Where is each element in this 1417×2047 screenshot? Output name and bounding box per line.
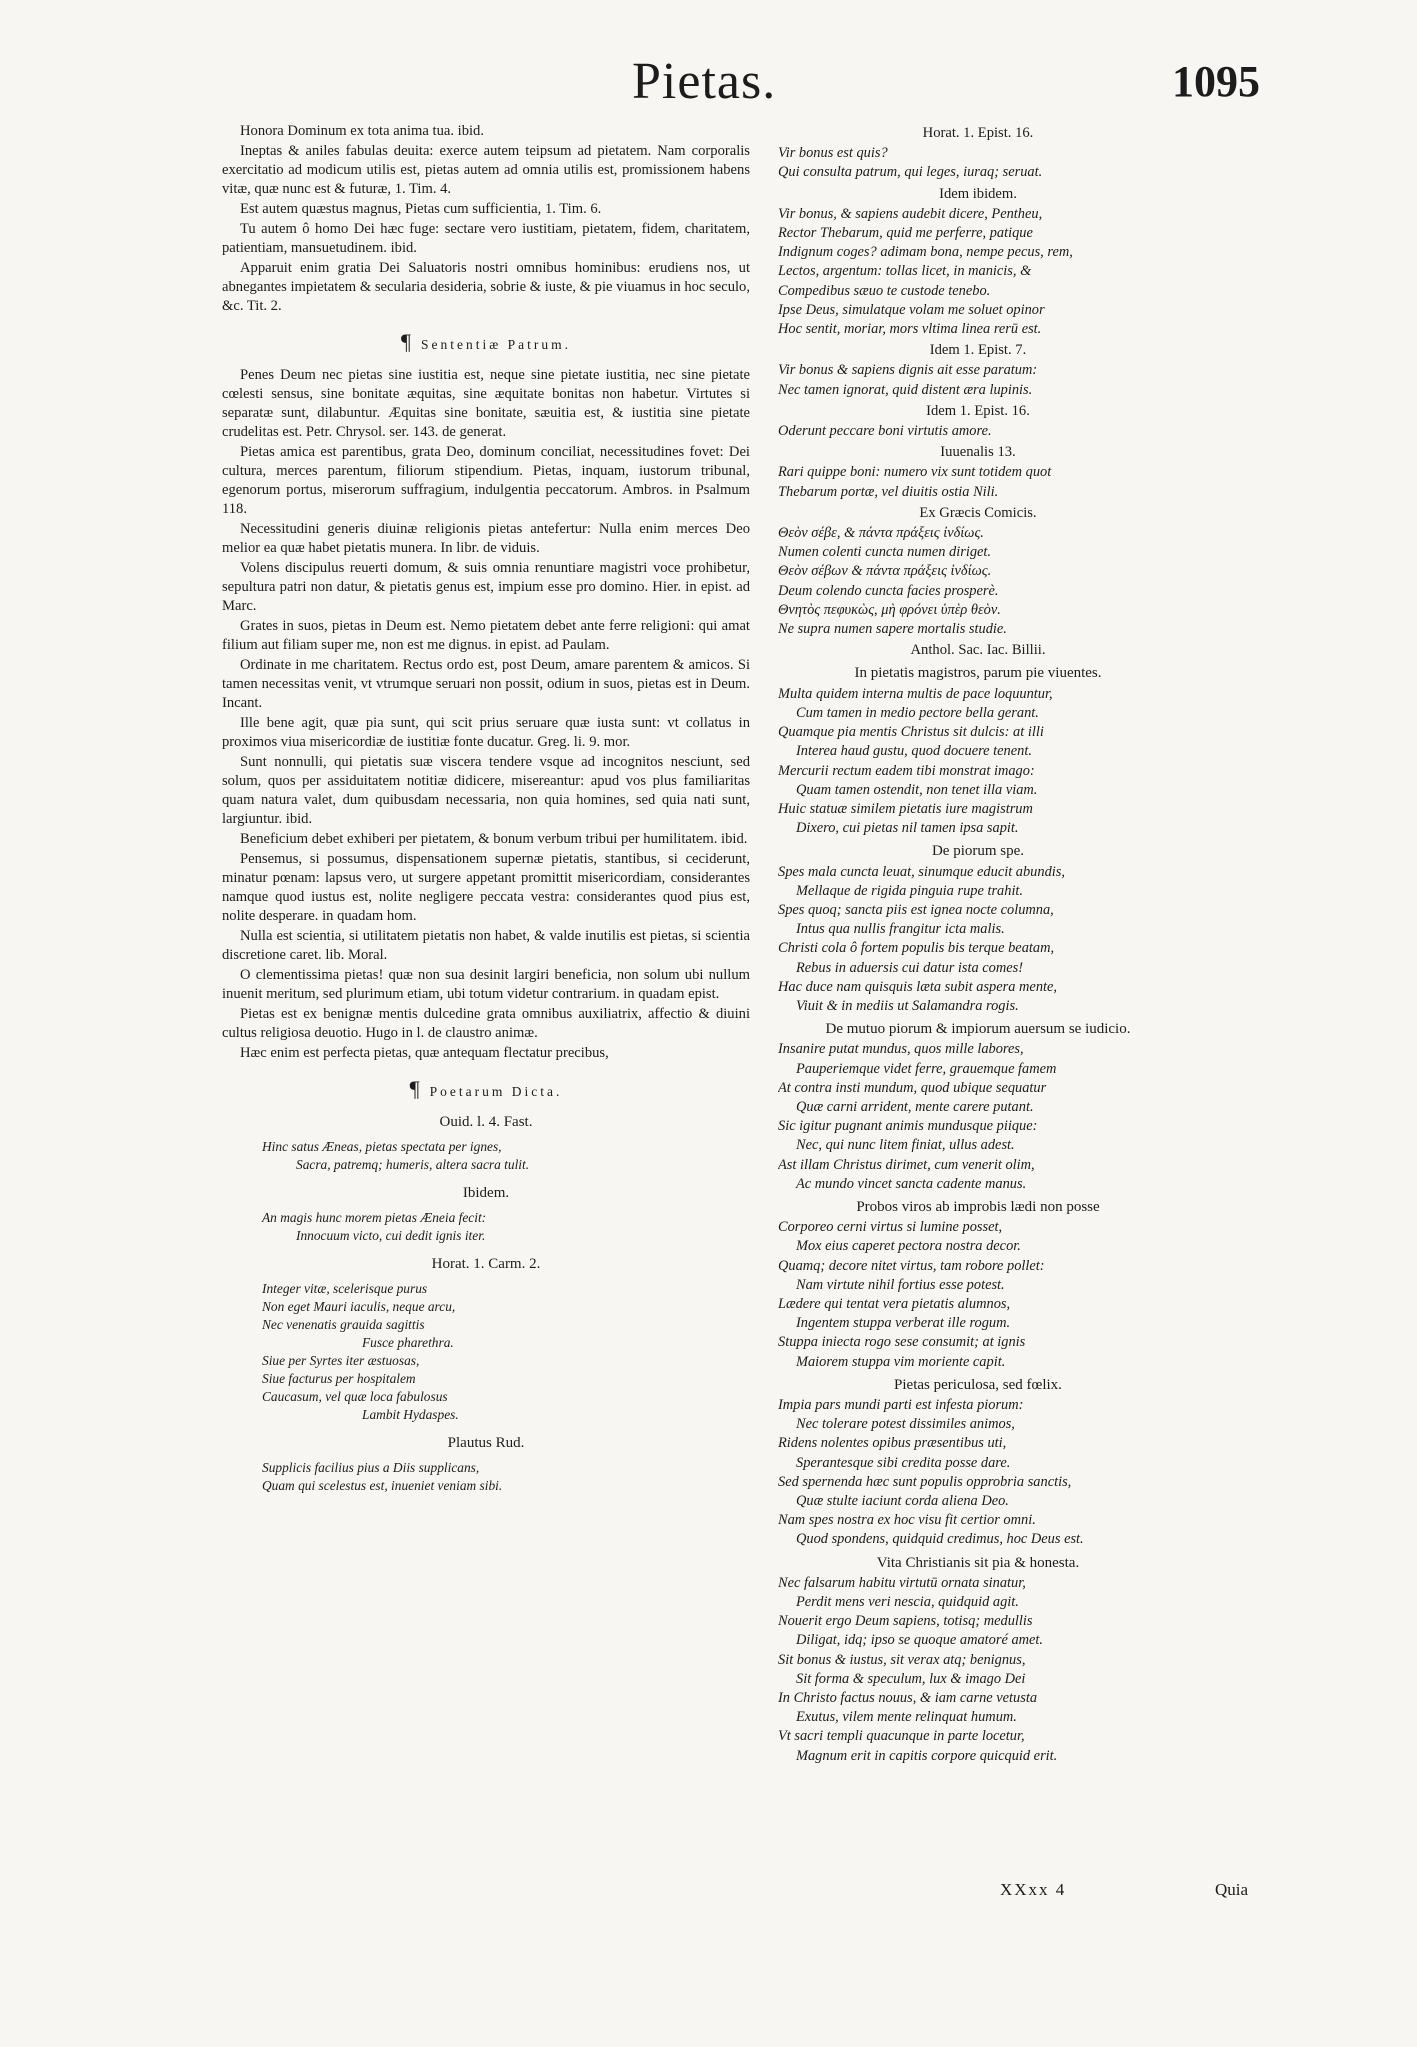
text-paragraph: Grates in suos, pietas in Deum est. Nemo pietatem debet ante ferre religioni: qui amat filium aut filiam super me, non est me dignus. in epist. ad Paulam. [222, 618, 750, 653]
text-paragraph: Necessitudini generis diuinæ religionis pietas antefertur: Nulla enim merces Deo melior ea quæ habet pietatis munera. In libr. de viduis. [222, 521, 750, 556]
verse-line: Θνητὸς πεφυκὼς, μὴ φρόνει ὑπὲρ θεὸν. [778, 601, 1001, 618]
verse-line: An magis hunc morem pietas Æneia fecit: [262, 1210, 487, 1225]
verse-line: Multa quidem interna multis de pace loquuntur, [778, 685, 1053, 702]
verse-line: Mellaque de rigida pinguia rupe trahit. [796, 882, 1024, 899]
verse-line: Interea haud gustu, quod docuere tenent. [796, 743, 1032, 760]
text-paragraph: O clementissima pietas! quæ non sua desinit largiri beneficia, non solum ubi nullum inuenit meritum, sed plurimum etiam, ubi totum videtur contrarium. in quadam epist. [222, 967, 750, 1002]
verse-line: Dixero, cui pietas nil tamen ipsa sapit. [796, 820, 1019, 837]
verse-line: Θεὸν σέβε, & πάντα πράξεις ἰνδίως. [778, 525, 984, 542]
source-citation: Horat. 1. Carm. 2. [431, 1256, 541, 1272]
text-paragraph: Volens discipulus reuerti domum, & suis omnia renuntiare magistri voce prohibetur, sepultura patri non datur, & pietatis genus est, impium esse pro domino. Hier. in epist. ad Marc. [222, 560, 750, 614]
verse-line: Indignum coges? adimam bona, nempe pecus, rem, [778, 244, 1073, 261]
verse-heading: Probos viros ab improbis lædi non posse [856, 1198, 1100, 1215]
verse-line: Ac mundo vincet sancta cadente manus. [796, 1175, 1027, 1192]
text-paragraph: Hæc enim est perfecta pietas, quæ antequam flectatur precibus, [240, 1045, 609, 1061]
verse-line: Vt sacri templi quacunque in parte locetur, [778, 1728, 1025, 1745]
verse-line: Quamque pia mentis Christus sit dulcis: at illi [778, 724, 1044, 741]
catchword: Quia [1215, 1880, 1249, 1899]
text-paragraph: Apparuit enim gratia Dei Saluatoris nostri omnibus hominibus: erudiens nos, ut abnegantes impietatem & secularia desideria, sobrie & iuste, & pie viuamus in hoc seculo, &c. Tit. 2. [222, 260, 750, 314]
verse-line: Fusce pharethra. [362, 1335, 454, 1350]
verse-line: Magnum erit in capitis corpore quicquid erit. [796, 1747, 1058, 1764]
verse-line: Qui consulta patrum, qui leges, iuraq; seruat. [778, 164, 1043, 181]
verse-block [262, 1459, 750, 1495]
verse-line: Viuit & in mediis ut Salamandra rogis. [796, 997, 1019, 1014]
verse-line: Innocuum victo, cui dedit ignis iter. [296, 1228, 486, 1243]
source-citation: Ouid. l. 4. Fast. [439, 1114, 533, 1130]
verse-line: Ipse Deus, simulatque volam me soluet opinor [778, 301, 1045, 318]
verse-line: Caucasum, vel quæ loca fabulosus [262, 1389, 448, 1404]
verse-line: Quam tamen ostendit, non tenet illa viam. [796, 781, 1038, 798]
verse-line: Non eget Mauri iaculis, neque arcu, [262, 1299, 456, 1314]
pilcrow-icon: ¶ [409, 1076, 420, 1101]
verse-line: Pauperiemque videt ferre, grauemque famem [796, 1060, 1057, 1077]
verse-line: Numen colenti cuncta numen diriget. [778, 544, 992, 561]
verse-line: Quæ stulte iaciunt corda aliena Deo. [796, 1493, 1009, 1510]
verse-line: Nam spes nostra ex hoc visu fit certior omni. [778, 1512, 1036, 1529]
verse-line: Lædere qui tentat vera pietatis alumnos, [778, 1295, 1011, 1312]
source-citation: Horat. 1. Epist. 16. [922, 125, 1034, 141]
verse-line: Sacra, patremq; humeris, altera sacra tulit. [296, 1157, 530, 1172]
verse-line: Mox eius caperet pectora nostra decor. [796, 1238, 1021, 1255]
verse-line: Nec venenatis grauida sagittis [262, 1317, 425, 1332]
source-citation: Iuuenalis 13. [940, 444, 1016, 461]
text-paragraph: Pietas amica est parentibus, grata Deo, dominum conciliat, necessitudines fovet: Dei cultura, merces parentum, filiorum stipendium. Pietas, inquam, iustorum tribunal, egenorum portus, miserorum suffragium, indulgentia peccatorum. Ambros. in Psalmum 118. [222, 444, 750, 517]
verse-line: Vir bonus, & sapiens audebit dicere, Pentheu, [778, 205, 1043, 222]
verse-line: Ridens nolentes opibus præsentibus uti, [778, 1435, 1007, 1452]
verse-line: Sperantesque sibi credita posse dare. [796, 1454, 1011, 1471]
text-paragraph: Nulla est scientia, si utilitatem pietatis non habet, & valde inutilis est pietas, si scientia discretione caret. lib. Moral. [222, 928, 750, 963]
verse-line: Deum colendo cuncta facies prosperè. [778, 582, 999, 599]
verse-line: Nam virtute nihil fortius esse potest. [796, 1276, 1005, 1293]
verse-line: Nec tolerare potest dissimiles animos, [796, 1416, 1015, 1433]
verse-line: Perdit mens veri nescia, quidquid agit. [796, 1594, 1019, 1611]
verse-line: Rebus in aduersis cui datur ista comes! [796, 959, 1024, 976]
verse-line: Lambit Hydaspes. [362, 1407, 459, 1422]
right-column [778, 122, 1178, 1912]
verse-line: In Christo factus nouus, & iam carne vetusta [778, 1690, 1038, 1707]
verse-line: Nec falsarum habitu virtutū ornata sinatur, [778, 1574, 1026, 1591]
verse-line: Sed spernenda hæc sunt populis opprobria sanctis, [778, 1473, 1072, 1490]
verse-line: Thebarum portæ, vel diuitis ostia Nili. [778, 483, 999, 500]
verse-line: Quamq; decore nitet virtus, tam robore pollet: [778, 1257, 1045, 1274]
verse-line: Cum tamen in medio pectore bella gerant. [796, 704, 1039, 721]
section-heading-label: Poetarum Dicta. [429, 1084, 563, 1099]
verse-heading: De piorum spe. [931, 843, 1025, 860]
text-paragraph: Sunt nonnulli, qui pietatis suæ viscera tendere vsque ad incognitos nesciunt, sed solum, quos per assiduitatem notitiæ didicere, misereantur: apud vos plus familiaritas quam natura valet, dum quibusdam necessaria, non quia homines, sed quia nati sunt, largiuntur. ibid. [222, 754, 750, 827]
verse-line: Quod spondens, quidquid credimus, hoc Deus est. [796, 1531, 1084, 1548]
pilcrow-icon: ¶ [401, 329, 411, 354]
source-citation: Ex Græcis Comicis. [919, 504, 1037, 521]
verse-line: Oderunt peccare boni virtutis amore. [778, 423, 992, 440]
verse-line: Sit forma & speculum, lux & imago Dei [796, 1670, 1026, 1687]
page-number: 1095 [1172, 57, 1260, 106]
verse-line: Intus qua nullis frangitur icta malis. [796, 921, 1005, 938]
verse-line: Ne supra numen sapere mortalis studie. [778, 621, 1007, 638]
verse-line: Nec, qui nunc litem finiat, ullus adest. [796, 1137, 1015, 1154]
verse-heading: In pietatis magistros, parum pie viuentes. [854, 665, 1102, 682]
text-paragraph: Ineptas & aniles fabulas deuita: exerce autem teipsum ad pietatem. Nam corporalis exercitatio ad modicum utilis est, pietas autem ad omnia utilis est, promissionem habens vitæ, quæ nunc est & futuræ, 1. Tim. 4. [222, 143, 750, 197]
text-paragraph: Beneficium debet exhiberi per pietatem, & bonum verbum tribui per humilitatem. ibid. [240, 831, 748, 847]
verse-line: Insanire putat mundus, quos mille labores, [778, 1041, 1024, 1058]
verse-heading: De mutuo piorum & impiorum auersum se iudicio. [825, 1021, 1131, 1038]
verse-line: Mercurii rectum eadem tibi monstrat imago: [778, 762, 1035, 779]
section-heading-label: Sententiæ Patrum. [420, 337, 571, 352]
verse-line: Corporeo cerni virtus si lumine posset, [778, 1219, 1003, 1236]
verse-line: Huic statuæ similem pietatis iure magistrum [778, 800, 1033, 817]
left-column [222, 122, 750, 1902]
verse-line: Quam qui scelestus est, inueniet veniam sibi. [262, 1478, 503, 1493]
verse-line: Christi cola ô fortem populis bis terque beatam, [778, 940, 1055, 957]
verse-line: Sit bonus & iustus, sit verax atq; benignus, [778, 1651, 1026, 1668]
verse-heading: Pietas periculosa, sed fœlix. [894, 1376, 1062, 1393]
verse-line: Integer vitæ, scelerisque purus [262, 1281, 428, 1296]
source-citation: Anthol. Sac. Iac. Billii. [910, 642, 1046, 659]
source-citation: Idem ibidem. [939, 185, 1017, 202]
source-citation: Idem 1. Epist. 7. [929, 342, 1027, 359]
source-citation: Plautus Rud. [447, 1435, 525, 1451]
verse-line: Impia pars mundi parti est infesta piorum: [778, 1397, 1024, 1413]
verse-line: Vir bonus est quis? [778, 145, 888, 162]
verse-line: Quæ carni arrident, mente carere putant. [796, 1098, 1034, 1115]
verse-line: Θεὸν σέβων & πάντα πράξεις ἰνδίως. [778, 563, 992, 580]
text-paragraph: Honora Dominum ex tota anima tua. ibid. [240, 123, 484, 139]
section-heading [222, 329, 750, 354]
verse-line: Siue per Syrtes iter æstuosas, [262, 1353, 420, 1368]
verse-line: Hac duce nam quisquis læta subit aspera mente, [778, 978, 1057, 995]
verse-heading: Vita Christianis sit pia & honesta. [876, 1554, 1080, 1571]
verse-line: Nouerit ergo Deum sapiens, totisq; medullis [778, 1613, 1033, 1630]
verse-line: Compedibus sæuo te custode tenebo. [778, 282, 991, 299]
section-heading [222, 1076, 750, 1101]
verse-line: Maiorem stuppa vim moriente capit. [796, 1353, 1006, 1370]
verse-line: Vir bonus & sapiens dignis ait esse paratum: [778, 362, 1038, 379]
text-paragraph: Pietas est ex benignæ mentis dulcedine grata omnibus auxiliatrix, affectio & diuini cultus religiosa deuotio. Hugo in l. de claustro animæ. [222, 1006, 750, 1041]
verse-block [262, 1209, 750, 1245]
text-paragraph: Penes Deum nec pietas sine iustitia est, neque sine pietate iustitia, nec sine pietate cœlesti sensus, sine bonitate æquitas, sine æquitate bonitas non habetur. Virtutes si separatæ sunt, dilabuntur. Æquitas sine bonitate, sæuitia est, & iustitia sine pietate crudelitas est. Petr. Chrysol. ser. 143. de generat. [222, 367, 750, 440]
source-citation: Ibidem. [462, 1185, 510, 1201]
verse-line: Sic igitur pugnant animis mundusque piique: [778, 1118, 1038, 1135]
signature-mark: XXxx 4 [1000, 1880, 1067, 1899]
verse-line: Rector Thebarum, quid me perferre, patique [778, 225, 1033, 242]
text-paragraph: Pensemus, si possumus, dispensationem supernæ pietatis, stantibus, si ceciderunt, minatur pœnam: lapsus vero, ut surgere appetant promittit misericordiam, considerantes namque quod iustus est, nolite negligere peccata vestra: considerantes quod pius est, nolite desperare. in quadam hom. [222, 851, 750, 924]
verse-line: Rari quippe boni: numero vix sunt totidem quot [778, 464, 1052, 481]
verse-line: Siue facturus per hospitalem [262, 1371, 416, 1386]
verse-line: Diligat, idq; ipso se quoque amatoré amet. [796, 1632, 1044, 1649]
verse-line: Exutus, vilem mente relinquat humum. [796, 1709, 1017, 1726]
text-paragraph: Est autem quæstus magnus, Pietas cum sufficientia, 1. Tim. 6. [240, 201, 602, 217]
verse-block [262, 1138, 750, 1174]
source-citation: Idem 1. Epist. 16. [926, 402, 1030, 419]
verse-line: Nec tamen ignorat, quid distent æra lupinis. [778, 381, 1033, 398]
verse-line: Supplicis facilius pius a Diis supplicans, [262, 1460, 480, 1475]
verse-line: Ingentem stuppa verberat ille rogum. [796, 1315, 1011, 1332]
verse-block [262, 1280, 750, 1424]
verse-line: At contra insti mundum, quod ubique sequatur [778, 1079, 1047, 1096]
verse-line: Lectos, argentum: tollas licet, in manicis, & [778, 263, 1032, 280]
verse-line: Hinc satus Æneas, pietas spectata per ignes, [262, 1139, 502, 1154]
verse-line: Spes mala cuncta leuat, sinumque educit abundis, [778, 863, 1065, 880]
verse-line: Stuppa iniecta rogo sese consumit; at ignis [778, 1334, 1026, 1351]
verse-line: Spes quoq; sancta piis est ignea nocte columna, [778, 901, 1054, 918]
page-title: Pietas. [632, 53, 777, 110]
verse-line: Hoc sentit, moriar, mors vltima linea rerū est. [778, 321, 1042, 338]
text-paragraph: Ordinate in me charitatem. Rectus ordo est, post Deum, amare parentem & amicos. Si tamen necessitas venit, vt vtrumque seruari non possit, odium in suos, pietas est in Deum. Incant. [222, 657, 750, 711]
verse-line: Ast illam Christus dirimet, cum venerit olim, [778, 1156, 1035, 1173]
text-paragraph: Tu autem ô homo Dei hæc fuge: sectare vero iustitiam, pietatem, fidem, charitatem, patientiam, mansuetudinem. ibid. [222, 221, 750, 256]
text-paragraph: Ille bene agit, quæ pia sunt, qui scit prius seruare quæ iusta sunt: vt collatus in proximos viua misericordiæ de iustitiæ fonte ducatur. Greg. li. 9. mor. [222, 715, 750, 750]
